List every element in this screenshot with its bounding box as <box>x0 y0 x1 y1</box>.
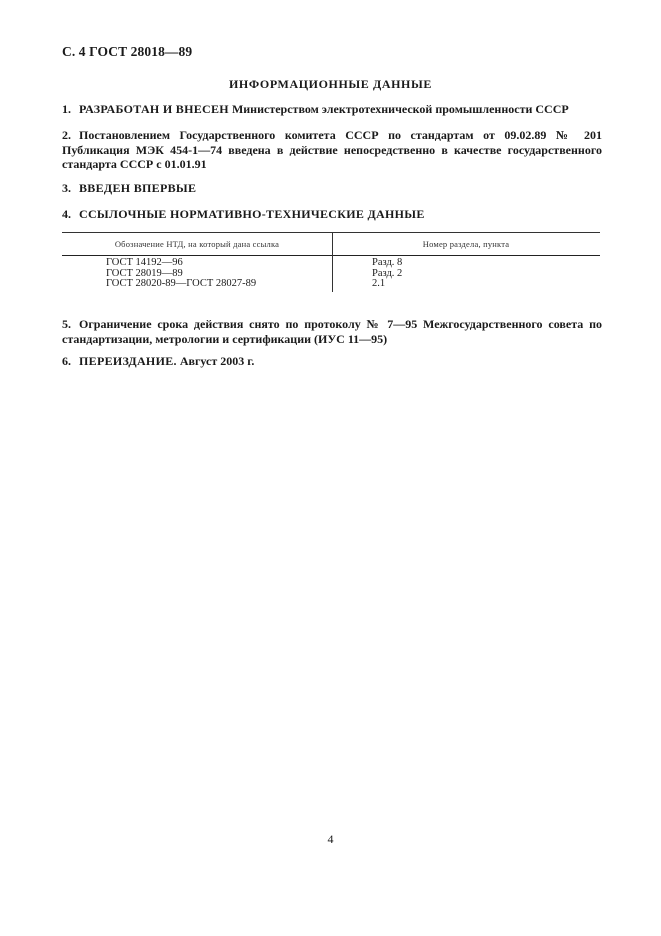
info-item-1 <box>62 102 602 117</box>
table-header-ntd: Обозначение НТД, на который дана ссылка <box>114 239 280 249</box>
item-caps: РАЗРАБОТАН И ВНЕСЕН <box>79 102 229 116</box>
table-cell-section: Разд. 2 <box>372 267 403 279</box>
item-text: Постановлением Государственного комитета СССР по стандартам от 09.02.89 № 201 Публикация МЭК 454-1—74 введена в действие непосредственно в качестве государственного стандарта СССР с 01.01.91 <box>62 128 602 171</box>
table-row <box>62 279 600 290</box>
table-top-rule <box>62 232 600 233</box>
item-text: Министерством электротехнической промышленности СССР <box>228 102 569 116</box>
item-number: 5. <box>62 317 71 331</box>
item-text: Август 2003 г. <box>176 354 255 368</box>
table-header-section: Номер раздела, пункта <box>422 239 510 249</box>
page-header: С. 4 ГОСТ 28018—89 <box>62 44 193 59</box>
item-body <box>62 128 602 172</box>
table-cell-section: Разд. 8 <box>372 257 403 268</box>
item-number: 2. <box>62 128 71 142</box>
item-caps: ВВЕДЕН ВПЕРВЫЕ <box>79 181 197 195</box>
section-title: ИНФОРМАЦИОННЫЕ ДАННЫЕ <box>229 77 432 91</box>
reference-table <box>62 232 600 292</box>
table-cell-ntd: ГОСТ 28020-89—ГОСТ 28027-89 <box>106 278 257 289</box>
table-header-rule <box>62 255 600 256</box>
info-item-2 <box>62 128 602 172</box>
info-item-3 <box>62 181 602 196</box>
table-cell-ntd: ГОСТ 14192—96 <box>106 257 183 268</box>
table-cell-section: 2.1 <box>372 278 386 289</box>
table-cell-ntd: ГОСТ 28019—89 <box>106 267 183 279</box>
item-caps: ССЫЛОЧНЫЕ НОРМАТИВНО-ТЕХНИЧЕСКИЕ ДАННЫЕ <box>79 207 425 221</box>
item-body <box>62 317 602 346</box>
info-item-5 <box>62 317 602 346</box>
page-number: 4 <box>327 832 334 846</box>
item-text: Ограничение срока действия снято по протоколу № 7—95 Межгосударственного совета по стандартизации, метрологии и сертификации (ИУС 11—95) <box>62 317 602 346</box>
info-item-6 <box>62 354 602 369</box>
table-row <box>62 258 600 269</box>
item-number: 6. <box>62 354 71 368</box>
item-number: 3. <box>62 181 71 195</box>
table-body <box>62 258 600 290</box>
item-number: 1. <box>62 102 71 116</box>
info-item-4 <box>62 207 602 222</box>
item-caps: ПЕРЕИЗДАНИЕ. <box>79 354 177 368</box>
item-number: 4. <box>62 207 71 221</box>
